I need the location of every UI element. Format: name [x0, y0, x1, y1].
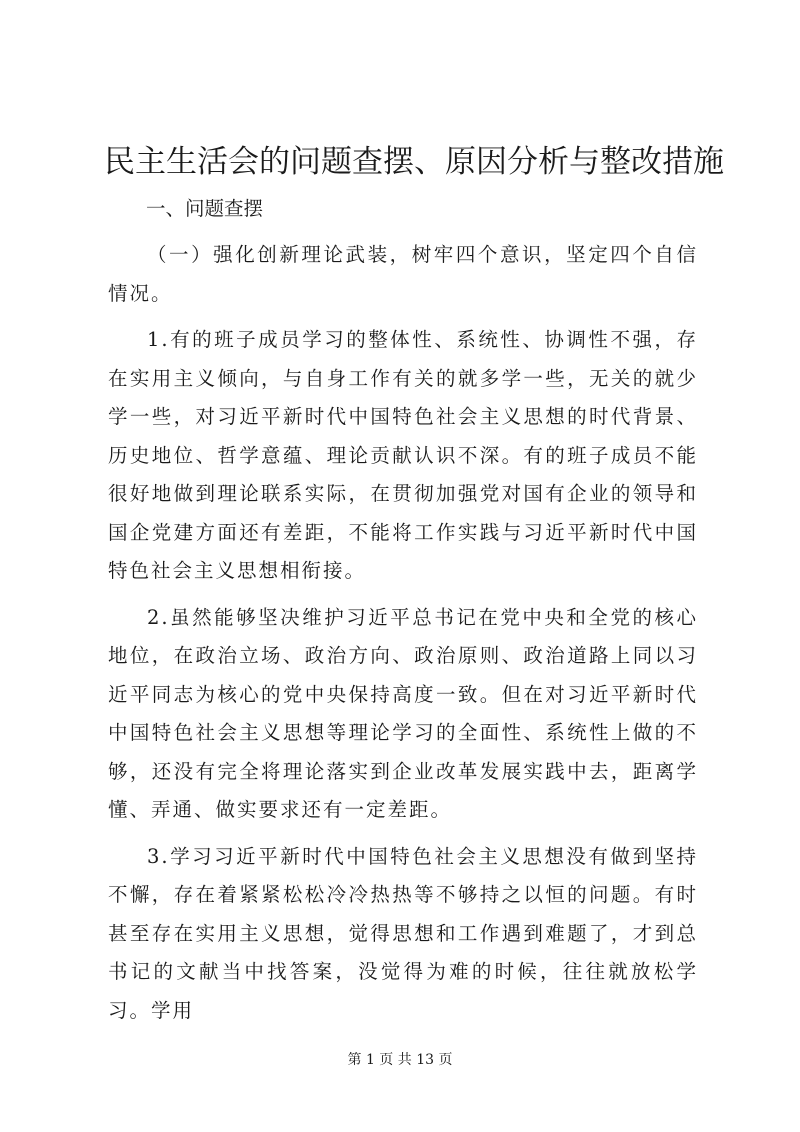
document-title: 民主生活会的问题查摆、原因分析与整改措施	[104, 144, 724, 180]
body-paragraph-2: 2.虽然能够坚决维护习近平总书记在党中央和全党的核心地位，在政治立场、政治方向、政治原则、政治道路上同以习近平同志为核心的党中央保持高度一致。但在对习近平新时代中国特色社会主义思想等理论学习的全面性、系统性上做的不够，还没有完全将理论落实到企业改革发展实践中去，距离学懂、弄通、做实要求还有一定差距。	[108, 605, 698, 821]
body-paragraph-1: 1.有的班子成员学习的整体性、系统性、协调性不强，存在实用主义倾向，与自身工作有关的就多学一些，无关的就少学一些，对习近平新时代中国特色社会主义思想的时代背景、历史地位、哲学意蕴、理论贡献认识不深。有的班子成员不能很好地做到理论联系实际，在贯彻加强党对国有企业的领导和国企党建方面还有差距，不能将工作实践与习近平新时代中国特色社会主义思想相衔接。	[108, 328, 698, 582]
section-heading: 一、问题查摆	[146, 197, 264, 220]
document-body	[108, 186, 698, 1038]
body-paragraph-3: 3.学习习近平新时代中国特色社会主义思想没有做到坚持不懈，存在着紧紧松松冷冷热热等不够持之以恒的问题。有时甚至存在实用主义思想，觉得思想和工作遇到难题了，才到总书记的文献当中找答案，没觉得为难的时候，往往就放松学习。学用	[108, 844, 698, 1022]
subsection-heading: （一）强化创新理论武装，树牢四个意识，坚定四个自信情况。	[108, 243, 698, 305]
page-footer: 第 1 页 共 13 页	[347, 1052, 453, 1068]
